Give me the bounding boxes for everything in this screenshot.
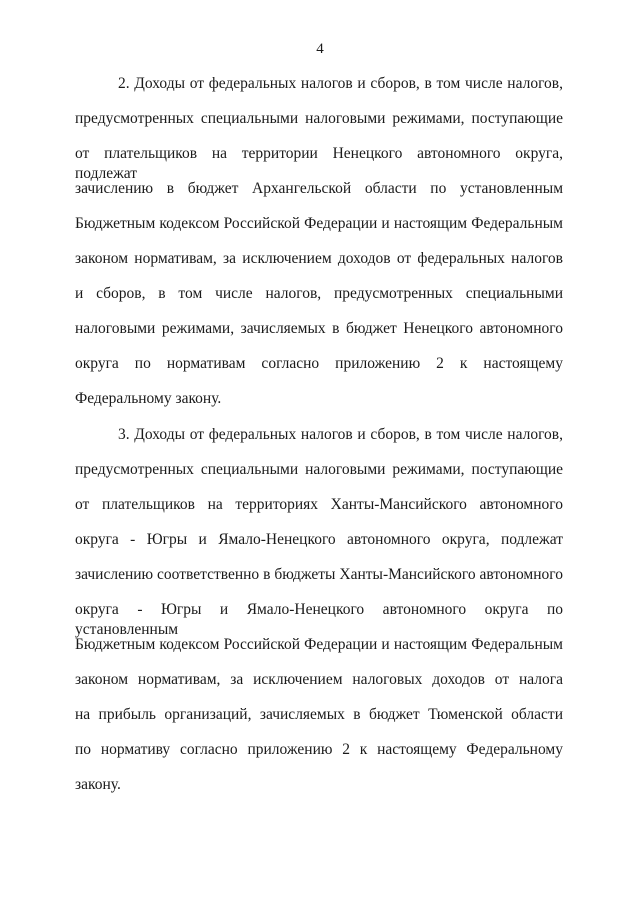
paragraph-line: 2. Доходы от федеральных налогов и сборов, в том числе налогов,: [118, 75, 563, 92]
paragraph-line: от плательщиков на территориях Ханты-Мансийского автономного: [75, 496, 563, 513]
paragraph-line: округа - Югры и Ямало-Ненецкого автономного округа по установленным: [75, 601, 563, 638]
paragraph-line: 3. Доходы от федеральных налогов и сборов, в том числе налогов,: [118, 426, 563, 443]
page-number: 4: [316, 41, 324, 57]
paragraph-line: зачислению в бюджет Архангельской области по установленным: [75, 180, 563, 197]
paragraph-line: законом нормативам, за исключением доходов от федеральных налогов: [75, 250, 563, 267]
paragraph-line: от плательщиков на территории Ненецкого автономного округа, подлежат: [75, 145, 563, 182]
paragraph-line: налоговыми режимами, зачисляемых в бюджет Ненецкого автономного: [75, 320, 563, 337]
paragraph-line: Бюджетным кодексом Российской Федерации и настоящим Федеральным: [75, 636, 563, 653]
paragraph-line: на прибыль организаций, зачисляемых в бюджет Тюменской области: [75, 706, 563, 723]
paragraph-line: Бюджетным кодексом Российской Федерации и настоящим Федеральным: [75, 215, 563, 232]
paragraph-line: и сборов, в том числе налогов, предусмотренных специальными: [75, 285, 563, 302]
paragraph-line: закону.: [75, 776, 121, 793]
paragraph-line: округа по нормативам согласно приложению 2 к настоящему: [75, 355, 563, 372]
paragraph-line: округа - Югры и Ямало-Ненецкого автономного округа, подлежат: [75, 531, 563, 548]
paragraph-line: предусмотренных специальными налоговыми режимами, поступающие: [75, 461, 563, 478]
paragraph-line: предусмотренных специальными налоговыми режимами, поступающие: [75, 110, 563, 127]
paragraph-line: Федеральному закону.: [75, 390, 222, 407]
paragraph-line: по нормативу согласно приложению 2 к настоящему Федеральному: [75, 741, 563, 758]
paragraph-line: зачислению соответственно в бюджеты Ханты-Мансийского автономного: [75, 566, 563, 583]
paragraph-line: законом нормативам, за исключением налоговых доходов от налога: [75, 671, 563, 688]
